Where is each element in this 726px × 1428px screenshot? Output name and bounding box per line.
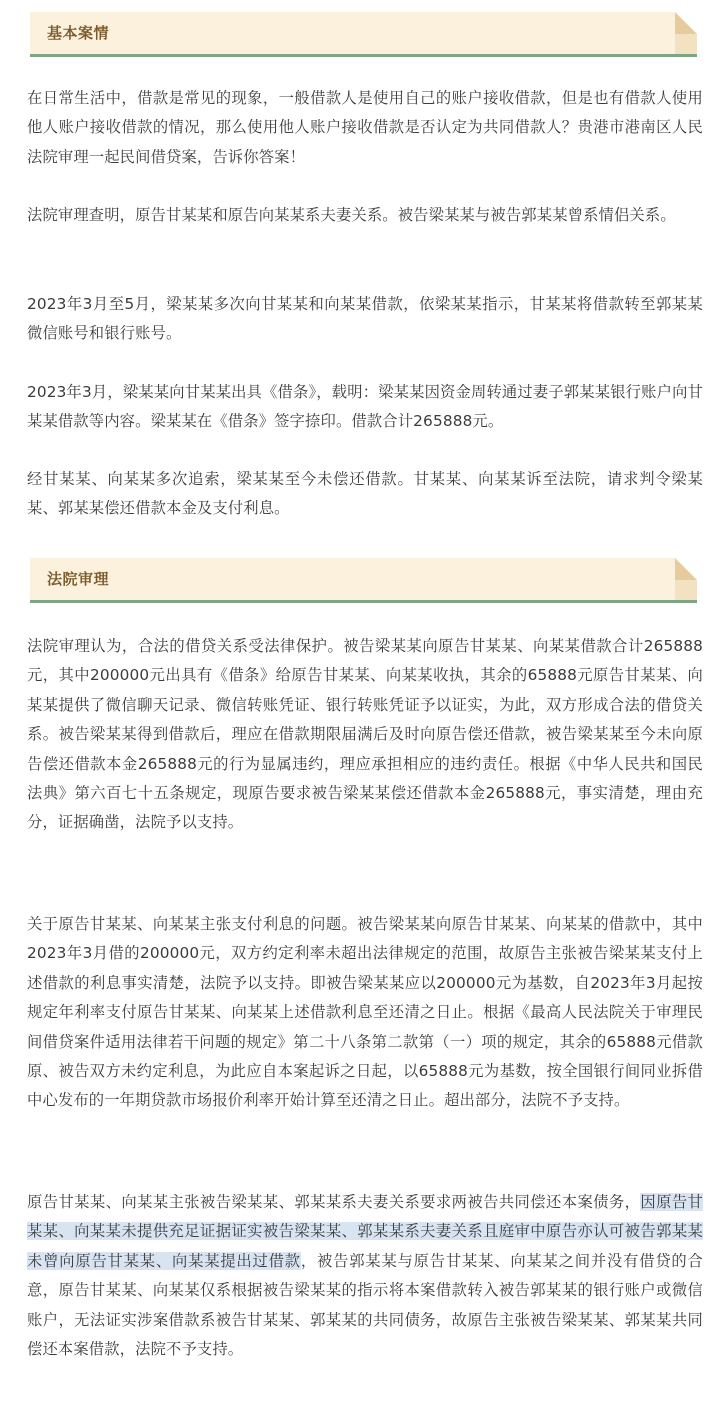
paragraph-loans: 2023年3月至5月，梁某某多次向甘某某和向某某借款，依梁某某指示，甘某某将借款转至郭某某微信账号和银行账号。 (27, 295, 703, 343)
header-underline (30, 54, 697, 57)
header-fold-corner (675, 558, 697, 580)
header-bar (30, 558, 697, 600)
paragraph-interest: 关于原告甘某某、向某某主张支付利息的问题。被告梁某某向原告甘某某、向某某的借款中，其中2023年3月借的200000元，双方约定利率未超出法律规定的范围，故原告主张被告梁某某支付上述借款的利息事实清楚，法院予以支持。即被告梁某某应以200000元为基数，自2023年3月起按规定年利率支付原告甘某某、向某某上述借款利息至还清之日止。根据《最高人民法院关于审理民间借贷案件适用法律若干问题的规定》第二十八条第二款第（一）项的规定，其余的65888元借款原、被告双方未约定利息，为此应自本案起诉之日起，以65888元为基数，按全国银行间同业拆借中心发布的一年期贷款市场报价利率开始计算至还清之日止。超出部分，法院不予支持。 (27, 915, 703, 1110)
header-bar (30, 12, 697, 54)
paragraph-findings: 法院审理查明，原告甘某某和原告向某某系夫妻关系。被告梁某某与被告郭某某曾系情侣关系。 (27, 206, 676, 224)
paragraph-iou: 2023年3月，梁某某向甘某某出具《借条》，载明：梁某某因资金周转通过妻子郭某某银行账户向甘某某借款等内容。梁某某在《借条》签字捺印。借款合计265888元。 (27, 383, 703, 431)
section-title: 法院审理 (47, 570, 110, 588)
paragraph-intro: 在日常生活中，借款是常见的现象，一般借款人是使用自己的账户接收借款，但是也有借款人使用他人账户接收借款的情况，那么使用他人账户接收借款是否认定为共同借款人？贵港市港南区人民法院审理一起民间借贷案，告诉你答案！ (27, 89, 703, 166)
joint-debt-part-1: 原告甘某某、向某某主张被告梁某某、郭某某系夫妻关系要求两被告共同偿还本案债务， (27, 1193, 641, 1211)
section-header-review (30, 558, 697, 600)
section-title: 基本案情 (47, 24, 110, 42)
paragraph-claim: 经甘某某、向某某多次追索，梁某某至今未偿还借款。甘某某、向某某诉至法院，请求判令梁某某、郭某某偿还借款本金及支付利息。 (27, 470, 703, 518)
header-fold-shadow (675, 580, 697, 600)
section-header-case (30, 12, 697, 54)
header-fold-corner (675, 12, 697, 34)
paragraph-joint-debt (27, 1188, 703, 1364)
header-fold-shadow (675, 34, 697, 54)
paragraph-court-opinion: 法院审理认为，合法的借贷关系受法律保护。被告梁某某向原告甘某某、向某某借款合计265888元，其中200000元出具有《借条》给原告甘某某、向某某收执，其余的65888元原告甘某某、向某某提供了微信聊天记录、微信转账凭证、银行转账凭证予以证实，为此，双方形成合法的借贷关系。被告梁某某得到借款后，理应在借款期限届满后及时向原告偿还借款，被告梁某某至今未向原告偿还借款本金265888元的行为显属违约，理应承担相应的违约责任。根据《中华人民共和国民法典》第六百七十五条规定，现原告要求被告梁某某偿还借款本金265888元，事实清楚，理由充分，证据确凿，法院予以支持。 (27, 637, 703, 832)
highlighted-text: 因原告甘某某、向某某未提供充足证据证实被告梁某某、郭某某系夫妻关系且庭审中原告亦认可被告郭某某未曾向原告甘某某、向某某提出过借款 (27, 1193, 703, 1270)
header-underline (30, 600, 697, 603)
joint-debt-part-3: ，被告郭某某与原告甘某某、向某某之间并没有借贷的合意，原告甘某某、向某某仅系根据被告梁某某的指示将本案借款转入被告郭某某的银行账户或微信账户，无法证实涉案借款系被告甘某某、郭某某的共同债务，故原告主张被告梁某某、郭某某共同偿还本案借款，法院不予支持。 (27, 1251, 703, 1359)
